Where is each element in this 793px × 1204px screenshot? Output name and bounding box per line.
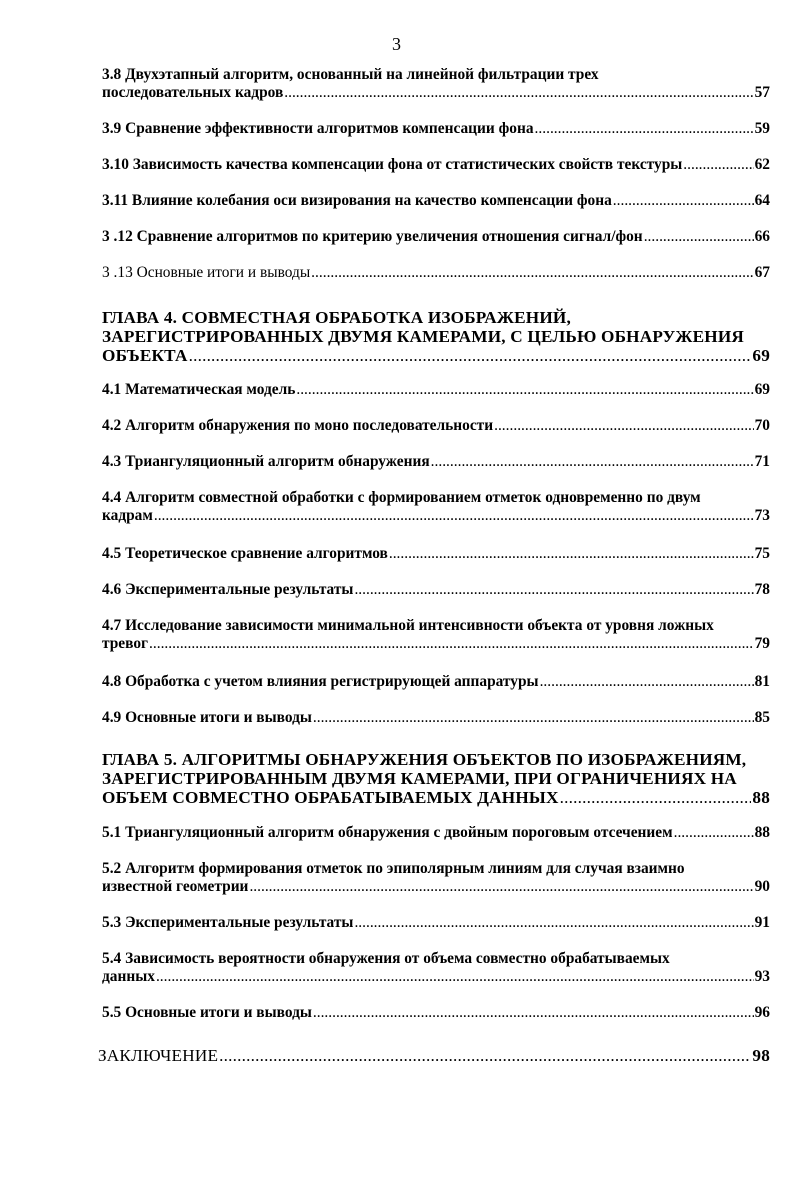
leader-dots bbox=[311, 264, 753, 282]
toc-entry-4-4[interactable] bbox=[102, 489, 770, 525]
leader-dots bbox=[613, 192, 754, 210]
leader-dots bbox=[389, 545, 754, 563]
leader-dots bbox=[154, 507, 754, 525]
leader-dots bbox=[674, 824, 754, 842]
leader-dots bbox=[354, 581, 753, 599]
leader-dots bbox=[644, 228, 754, 246]
leader-dots bbox=[560, 788, 752, 807]
toc-entry-text: 3.8 Двухэтапный алгоритм, основанный на линейной фильтрации трех bbox=[102, 66, 599, 83]
toc-entry-text: 4.5 Теоретическое сравнение алгоритмов bbox=[102, 545, 388, 562]
toc-entry-text: ЗАКЛЮЧЕНИЕ bbox=[98, 1046, 219, 1065]
toc-page-number: 64 bbox=[754, 192, 770, 209]
toc-entry-text: 4.7 Исследование зависимости минимальной интенсивности объекта от уровня ложных bbox=[102, 617, 714, 634]
page-number: 3 bbox=[392, 34, 401, 54]
chapter-title-line: ОБЪЕМ СОВМЕСТНО ОБРАБАТЫВАЕМЫХ ДАННЫХ bbox=[102, 788, 559, 807]
toc-entry-4-3[interactable] bbox=[102, 453, 770, 471]
toc-entry-text: 3.9 Сравнение эффективности алгоритмов компенсации фона bbox=[102, 120, 534, 137]
toc-entry-text: данных bbox=[102, 968, 155, 985]
toc-entry-text: 3.10 Зависимость качества компенсации фона от статистических свойств текстуры bbox=[102, 156, 683, 173]
toc-entry-3-9[interactable] bbox=[102, 120, 770, 138]
leader-dots bbox=[494, 417, 754, 435]
leader-dots bbox=[189, 346, 752, 365]
toc-entry-5-3[interactable] bbox=[102, 914, 770, 932]
toc-entry-text: 4.3 Триангуляционный алгоритм обнаружения bbox=[102, 453, 430, 470]
toc-entry-3-12[interactable] bbox=[102, 228, 770, 246]
chapter-title-line: ГЛАВА 5. АЛГОРИТМЫ ОБНАРУЖЕНИЯ ОБЪЕКТОВ ПО ИЗОБРАЖЕНИЯМ, bbox=[102, 750, 747, 769]
toc-page-number: 78 bbox=[754, 581, 770, 598]
leader-dots bbox=[313, 1004, 754, 1022]
toc-entry-text: 5.1 Триангуляционный алгоритм обнаружения с двойным пороговым отсечением bbox=[102, 824, 673, 841]
toc-entry-text: кадрам bbox=[102, 507, 153, 524]
toc-page-number: 75 bbox=[754, 545, 770, 562]
toc-entry-text: 4.9 Основные итоги и выводы bbox=[102, 709, 312, 726]
toc-entry-4-5[interactable] bbox=[102, 545, 770, 563]
toc-page-number: 66 bbox=[754, 228, 770, 245]
leader-dots bbox=[535, 120, 754, 138]
toc-page-number: 90 bbox=[754, 878, 770, 895]
toc-entry-text: известной геометрии bbox=[102, 878, 249, 895]
toc-entry-text: 5.4 Зависимость вероятности обнаружения от объема совместно обрабатываемых bbox=[102, 950, 670, 967]
toc-conclusion[interactable] bbox=[98, 1046, 770, 1065]
toc-entry-text: 4.8 Обработка с учетом влияния регистрирующей аппаратуры bbox=[102, 673, 539, 690]
leader-dots bbox=[219, 1046, 751, 1065]
toc-entry-4-1[interactable] bbox=[102, 381, 770, 399]
leader-dots bbox=[354, 914, 753, 932]
toc-entry-4-9[interactable] bbox=[102, 709, 770, 727]
toc-entry-text: последовательных кадров bbox=[102, 84, 284, 101]
toc-page-number: 57 bbox=[754, 84, 770, 101]
leader-dots bbox=[313, 709, 754, 727]
chapter-title-line: ЗАРЕГИСТРИРОВАННЫМ ДВУМЯ КАМЕРАМИ, ПРИ ОГРАНИЧЕНИЯХ НА bbox=[102, 769, 737, 788]
toc-entry-4-8[interactable] bbox=[102, 673, 770, 691]
toc-page-number: 88 bbox=[752, 788, 770, 807]
toc-page-number: 98 bbox=[752, 1046, 770, 1065]
toc-entry-text: 3 .13 Основные итоги и выводы bbox=[102, 264, 311, 281]
toc-chapter-4[interactable] bbox=[102, 308, 770, 365]
leader-dots bbox=[249, 878, 753, 896]
toc-entry-text: 3.11 Влияние колебания оси визирования на качество компенсации фона bbox=[102, 192, 612, 209]
toc-page-number: 71 bbox=[754, 453, 770, 470]
toc-page-number: 67 bbox=[754, 264, 770, 281]
toc-page-number: 73 bbox=[754, 507, 770, 524]
leader-dots bbox=[296, 381, 753, 399]
leader-dots bbox=[431, 453, 754, 471]
toc-entry-text: 5.2 Алгоритм формирования отметок по эпиполярным линиям для случая взаимно bbox=[102, 860, 685, 877]
chapter-title-line: ОБЪЕКТА bbox=[102, 346, 188, 365]
toc-entry-3-13[interactable] bbox=[102, 264, 770, 282]
toc-page-number: 81 bbox=[754, 673, 770, 690]
toc-entry-3-8[interactable] bbox=[102, 66, 770, 102]
leader-dots bbox=[156, 968, 754, 986]
toc-entry-4-7[interactable] bbox=[102, 617, 770, 653]
toc-entry-text: 4.4 Алгоритм совместной обработки с формированием отметок одновременно по двум bbox=[102, 489, 701, 506]
toc-entry-text: тревог bbox=[102, 635, 149, 652]
toc-entry-3-10[interactable] bbox=[102, 156, 770, 174]
toc-page-number: 62 bbox=[754, 156, 770, 173]
toc-entry-5-2[interactable] bbox=[102, 860, 770, 896]
toc-page-number: 91 bbox=[754, 914, 770, 931]
toc-page-number: 79 bbox=[754, 635, 770, 652]
toc-entry-text: 3 .12 Сравнение алгоритмов по критерию увеличения отношения сигнал/фон bbox=[102, 228, 643, 245]
chapter-title-line: ЗАРЕГИСТРИРОВАННЫХ ДВУМЯ КАМЕРАМИ, С ЦЕЛЬЮ ОБНАРУЖЕНИЯ bbox=[102, 327, 745, 346]
chapter-title-line: ГЛАВА 4. СОВМЕСТНАЯ ОБРАБОТКА ИЗОБРАЖЕНИЙ, bbox=[102, 308, 571, 327]
leader-dots bbox=[683, 156, 753, 174]
toc-entry-5-1[interactable] bbox=[102, 824, 770, 842]
toc-entry-5-5[interactable] bbox=[102, 1004, 770, 1022]
leader-dots bbox=[284, 84, 753, 102]
toc-page-number: 93 bbox=[754, 968, 770, 985]
toc-entry-text: 4.6 Экспериментальные результаты bbox=[102, 581, 354, 598]
toc-entry-5-4[interactable] bbox=[102, 950, 770, 986]
toc-entry-4-2[interactable] bbox=[102, 417, 770, 435]
toc-entry-text: 5.5 Основные итоги и выводы bbox=[102, 1004, 312, 1021]
toc-entry-3-11[interactable] bbox=[102, 192, 770, 210]
toc-chapter-5[interactable] bbox=[102, 750, 770, 807]
leader-dots bbox=[149, 635, 754, 653]
toc-entry-text: 5.3 Экспериментальные результаты bbox=[102, 914, 354, 931]
toc-page-number: 59 bbox=[754, 120, 770, 137]
toc-entry-text: 4.1 Математическая модель bbox=[102, 381, 296, 398]
toc-page-number: 96 bbox=[754, 1004, 770, 1021]
toc-page-number: 85 bbox=[754, 709, 770, 726]
toc-page-number: 69 bbox=[754, 381, 770, 398]
toc-entry-text: 4.2 Алгоритм обнаружения по моно последовательности bbox=[102, 417, 494, 434]
toc-page-number: 88 bbox=[754, 824, 770, 841]
toc-page-number: 70 bbox=[754, 417, 770, 434]
leader-dots bbox=[540, 673, 754, 691]
toc-page-number: 69 bbox=[752, 346, 770, 365]
toc-entry-4-6[interactable] bbox=[102, 581, 770, 599]
